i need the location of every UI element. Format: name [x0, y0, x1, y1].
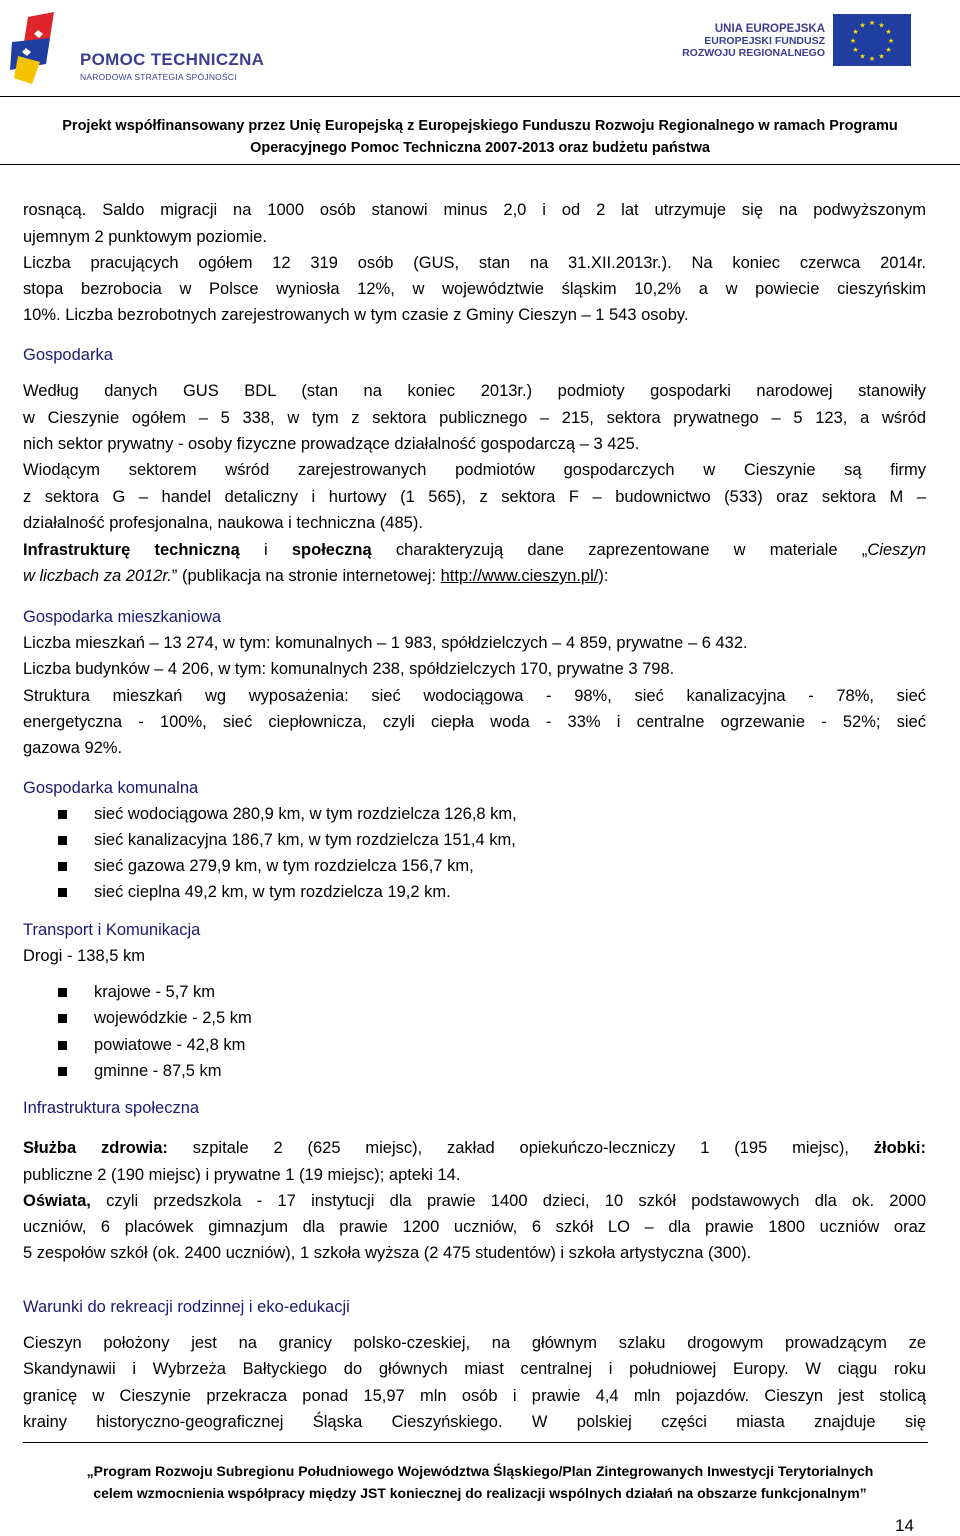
svg-text:★: ★	[878, 21, 885, 30]
svg-text:★: ★	[878, 52, 885, 61]
paragraph-line: działalność profesjonalna, naukowa i techniczna (485).	[23, 514, 423, 532]
publication-after: ” (publikacja na stronie internetowej:	[171, 567, 441, 585]
svg-text:★: ★	[887, 37, 895, 45]
paragraph-line: Skandynawii i Wybrzeża Bałtyckiego do głównych miast centralnej i południowej Europy. W ciągu roku	[23, 1360, 926, 1378]
paragraph-line: w Cieszynie ogółem – 5 338, w tym z sektora publicznego – 215, sektora prywatnego – 5 123, a wśród	[23, 409, 926, 427]
list-item: sieć wodociągowa 280,9 km, w tym rozdzielcza 126,8 km,	[94, 805, 517, 823]
eu-label-line1: UNIA EUROPEJSKA	[714, 23, 825, 35]
svg-text:★: ★	[859, 21, 866, 30]
svg-text:★: ★	[859, 52, 866, 61]
pomoc-techniczna-emblem-icon	[10, 12, 68, 87]
paragraph-line: Liczba mieszkań – 13 274, w tym: komunalnych – 1 983, spółdzielczych – 4 859, prywatne – 6 432.	[23, 634, 748, 652]
svg-text:★: ★	[852, 46, 859, 54]
bullet-square-icon	[58, 1014, 67, 1023]
bullet-square-icon	[58, 888, 67, 897]
eu-label	[665, 23, 825, 59]
bullet-square-icon	[58, 810, 67, 819]
heading-gospodarka: Gospodarka	[23, 346, 113, 364]
svg-text:★: ★	[852, 28, 859, 36]
paragraph-line: nich sektor prywatny - osoby fizyczne prowadzące działalność gospodarczą – 3 425.	[23, 435, 640, 453]
bullet-square-icon	[58, 1067, 67, 1076]
list-item: sieć gazowa 279,9 km, w tym rozdzielcza 156,7 km,	[94, 857, 474, 875]
paragraph-line: Struktura mieszkań wg wyposażenia: sieć wodociągowa - 98%, sieć kanalizacyjna - 78%, sieć	[23, 687, 926, 705]
list-item: gminne - 87,5 km	[94, 1062, 222, 1080]
paragraph-line: granicę w Cieszynie przekracza ponad 15,97 mln osób i prawie 4,4 mln pojazdów. Cieszyn jest stolicą	[23, 1387, 926, 1405]
paragraph-education-line1	[23, 1188, 926, 1215]
publication-end: ):	[598, 567, 609, 585]
heading-rekreacja: Warunki do rekreacji rodzinnej i eko-edukacji	[23, 1298, 350, 1316]
svg-text:★: ★	[885, 46, 892, 54]
cieszyn-website-link[interactable]: http://www.cieszyn.pl/	[440, 567, 599, 585]
paragraph-line: 5 zespołów szkół (ok. 2400 uczniów), 1 szkoła wyższa (2 475 studentów) i szkoła artystyczna (300).	[23, 1244, 752, 1262]
eu-flag-icon	[833, 14, 911, 66]
infrastructure-social-bold: społeczną	[291, 541, 372, 559]
paragraph-line: gazowa 92%.	[23, 739, 123, 757]
bullet-square-icon	[58, 862, 67, 871]
paragraph-line: stopa bezrobocia w Polsce wyniosła 12%, w województwie śląskim 10,2% a w powiecie cieszyńskim	[23, 280, 926, 298]
svg-text:★: ★	[868, 55, 876, 63]
footer-line-1: „Program Rozwoju Subregionu Południowego Województwa Śląskiego/Plan Zintegrowanych Inwestycji Terytorialnych	[86, 1463, 874, 1479]
paragraph-line: energetyczna - 100%, sieć ciepłownicza, czyli ciepła woda - 33% i centralne ogrzewanie - 52%; sieć	[23, 713, 926, 731]
bullet-square-icon	[58, 836, 67, 845]
bullet-square-icon	[58, 988, 67, 997]
paragraph-infrastructure-line1	[23, 537, 926, 564]
paragraph-line: 10%. Liczba bezrobotnych zarejestrowanych w tym czasie z Gminy Cieszyn – 1 543 osoby.	[23, 306, 689, 324]
list-item: sieć kanalizacyjna 186,7 km, w tym rozdzielcza 151,4 km,	[94, 831, 516, 849]
infrastructure-rest: charakteryzują dane zaprezentowane w materiale „	[371, 541, 868, 559]
pomoc-techniczna-logo	[10, 12, 265, 87]
drogi-total: Drogi - 138,5 km	[23, 947, 145, 965]
paragraph-line: z sektora G – handel detaliczny i hurtowy (1 565), z sektora F – budownictwo (533) oraz sektora M –	[23, 488, 926, 506]
footer-divider	[23, 1442, 928, 1443]
page-number: 14	[895, 1516, 914, 1535]
infrastructure-conj: i	[239, 541, 292, 559]
list-item: sieć cieplna 49,2 km, w tym rozdzielcza 19,2 km.	[94, 883, 451, 901]
eu-label-line2: EUROPEJSKI FUNDUSZ	[704, 35, 825, 47]
heading-transport: Transport i Komunikacja	[23, 921, 201, 939]
project-line-2: Operacyjnego Pomoc Techniczna 2007-2013 oraz budżetu państwa	[250, 140, 710, 156]
paragraph-line: uczniów, 6 placówek gimnazjum dla prawie 1200 uczniów, 6 szkół LO – dla prawie 1800 uczniów oraz	[23, 1218, 926, 1236]
paragraph-line: Liczba pracujących ogółem 12 319 osób (GUS, stan na 31.XII.2013r.). Na koniec czerwca 2014r.	[23, 254, 926, 272]
project-line-1: Projekt współfinansowany przez Unię Europejską z Europejskiego Funduszu Rozwoju Regionalnego w ramach Programu	[62, 118, 898, 134]
education-text: czyli przedszkola - 17 instytucji dla prawie 1400 dzieci, 10 szkół podstawowych dla ok. 2000	[90, 1192, 926, 1210]
list-item: wojewódzkie - 2,5 km	[94, 1009, 252, 1027]
heading-infrastruktura-spoleczna: Infrastruktura społeczna	[23, 1099, 200, 1117]
svg-text:★: ★	[885, 28, 892, 36]
pomoc-techniczna-subtitle: NARODOWA STRATEGIA SPÓJNOŚCI	[80, 72, 237, 82]
paragraph-line: Według danych GUS BDL (stan na koniec 2013r.) podmioty gospodarki narodowej stanowiły	[23, 382, 926, 400]
paragraph-health-line1	[23, 1135, 926, 1162]
footer-line-2: celem wzmocnienia współpracy między JST koniecznej do realizacji wspólnych działań na obszarze funkcjonalnym”	[93, 1485, 867, 1501]
nurseries-label: żłobki:	[873, 1139, 926, 1157]
page-header	[0, 0, 960, 165]
list-item: krajowe - 5,7 km	[94, 983, 216, 1001]
paragraph-infrastructure-line2	[23, 563, 926, 590]
infrastructure-tech-bold: Infrastrukturę techniczną	[23, 541, 240, 559]
header-divider-bottom	[0, 164, 960, 165]
health-text: szpitale 2 (625 miejsc), zakład opiekuńczo-leczniczy 1 (195 miejsc),	[167, 1139, 874, 1157]
list-item: powiatowe - 42,8 km	[94, 1036, 246, 1054]
pomoc-techniczna-title: POMOC TECHNICZNA	[80, 50, 265, 69]
svg-text:★: ★	[868, 19, 876, 27]
header-divider	[0, 96, 960, 97]
paragraph-line: krainy historyczno-geograficznej Śląska Cieszyńskiego. W polskiej części miasta znajduje się	[23, 1413, 926, 1431]
paragraph-line: rosnącą. Saldo migracji na 1000 osób stanowi minus 2,0 i od 2 lat utrzymuje się na podwyższonym	[23, 201, 926, 219]
publication-title-part2: w liczbach za 2012r.	[23, 567, 172, 585]
publication-title-part1: Cieszyn	[867, 541, 926, 559]
paragraph-line: Wiodącym sektorem wśród zarejestrowanych podmiotów gospodarczych w Cieszynie są firmy	[23, 461, 926, 479]
paragraph-line: publiczne 2 (190 miejsc) i prywatne 1 (19 miejsc); apteki 14.	[23, 1166, 461, 1184]
heading-gospodarka-mieszkaniowa: Gospodarka mieszkaniowa	[23, 608, 222, 626]
paragraph-line: Cieszyn położony jest na granicy polsko-czeskiej, na głównym szlaku drogowym prowadzącym ze	[23, 1334, 926, 1352]
bullet-square-icon	[58, 1041, 67, 1050]
heading-gospodarka-komunalna: Gospodarka komunalna	[23, 779, 199, 797]
health-label: Służba zdrowia:	[23, 1139, 168, 1157]
svg-text:★: ★	[849, 37, 857, 45]
eu-label-line3: ROZWOJU REGIONALNEGO	[682, 47, 825, 59]
paragraph-line: ujemnym 2 punktowym poziomie.	[23, 228, 267, 246]
paragraph-line: Liczba budynków – 4 206, w tym: komunalnych 238, spółdzielczych 170, prywatne 3 798.	[23, 660, 675, 678]
education-label: Oświata,	[23, 1192, 91, 1210]
